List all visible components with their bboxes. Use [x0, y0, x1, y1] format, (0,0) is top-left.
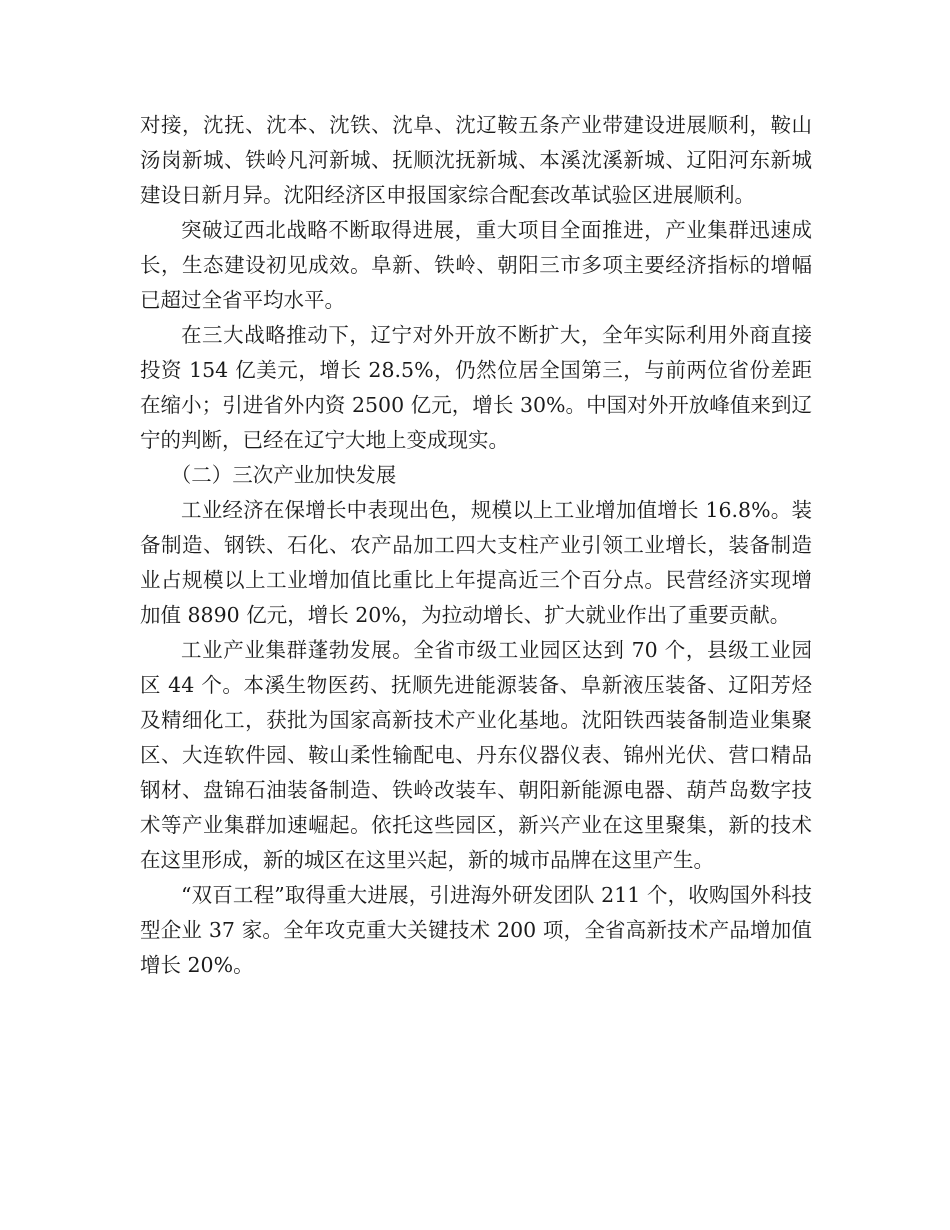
- paragraph-liaoxibei: 突破辽西北战略不断取得进展，重大项目全面推进，产业集群迅速成长，生态建设初见成效。阜新、铁岭、朝阳三市多项主要经济指标的增幅已超过全省平均水平。: [140, 218, 812, 312]
- paragraph-industrial-economy: 工业经济在保增长中表现出色，规模以上工业增加值增长 16.8%。装备制造、钢铁、石化、农产品加工四大支柱产业引领工业增长，装备制造业占规模以上工业增加值比重比上年提高近三个百分点。民营经济实现增加值 8890 亿元，增长 20%，为拉动增长、扩大就业作出了重要贡献。: [140, 498, 812, 627]
- document-body: [140, 108, 812, 983]
- paragraph-opening-up: 在三大战略推动下，辽宁对外开放不断扩大，全年实际利用外商直接投资 154 亿美元，增长 28.5%，仍然位居全国第三，与前两位省份差距在缩小；引进省外内资 2500 亿元，增长 30%。中国对外开放峰值来到辽宁的判断，已经在辽宁大地上变成现实。: [140, 323, 812, 452]
- paragraph-continued: 对接，沈抚、沈本、沈铁、沈阜、沈辽鞍五条产业带建设进展顺利，鞍山汤岗新城、铁岭凡河新城、抚顺沈抚新城、本溪沈溪新城、辽阳河东新城建设日新月异。沈阳经济区申报国家综合配套改革试验区进展顺利。: [140, 113, 812, 207]
- paragraph-industrial-clusters: 工业产业集群蓬勃发展。全省市级工业园区达到 70 个，县级工业园区 44 个。本溪生物医药、抚顺先进能源装备、阜新液压装备、辽阳芳烃及精细化工，获批为国家高新技术产业化基地。沈阳铁西装备制造业集聚区、大连软件园、鞍山柔性输配电、丹东仪器仪表、锦州光伏、营口精品钢材、盘锦石油装备制造、铁岭改装车、朝阳新能源电器、葫芦岛数字技术等产业集群加速崛起。依托这些园区，新兴产业在这里聚集，新的技术在这里形成，新的城区在这里兴起，新的城市品牌在这里产生。: [140, 638, 812, 872]
- section-heading: （二）三次产业加快发展: [170, 463, 397, 487]
- paragraph-double-hundred: “双百工程”取得重大进展，引进海外研发团队 211 个，收购国外科技型企业 37 家。全年攻克重大关键技术 200 项，全省高新技术产品增加值增长 20%。: [140, 883, 812, 977]
